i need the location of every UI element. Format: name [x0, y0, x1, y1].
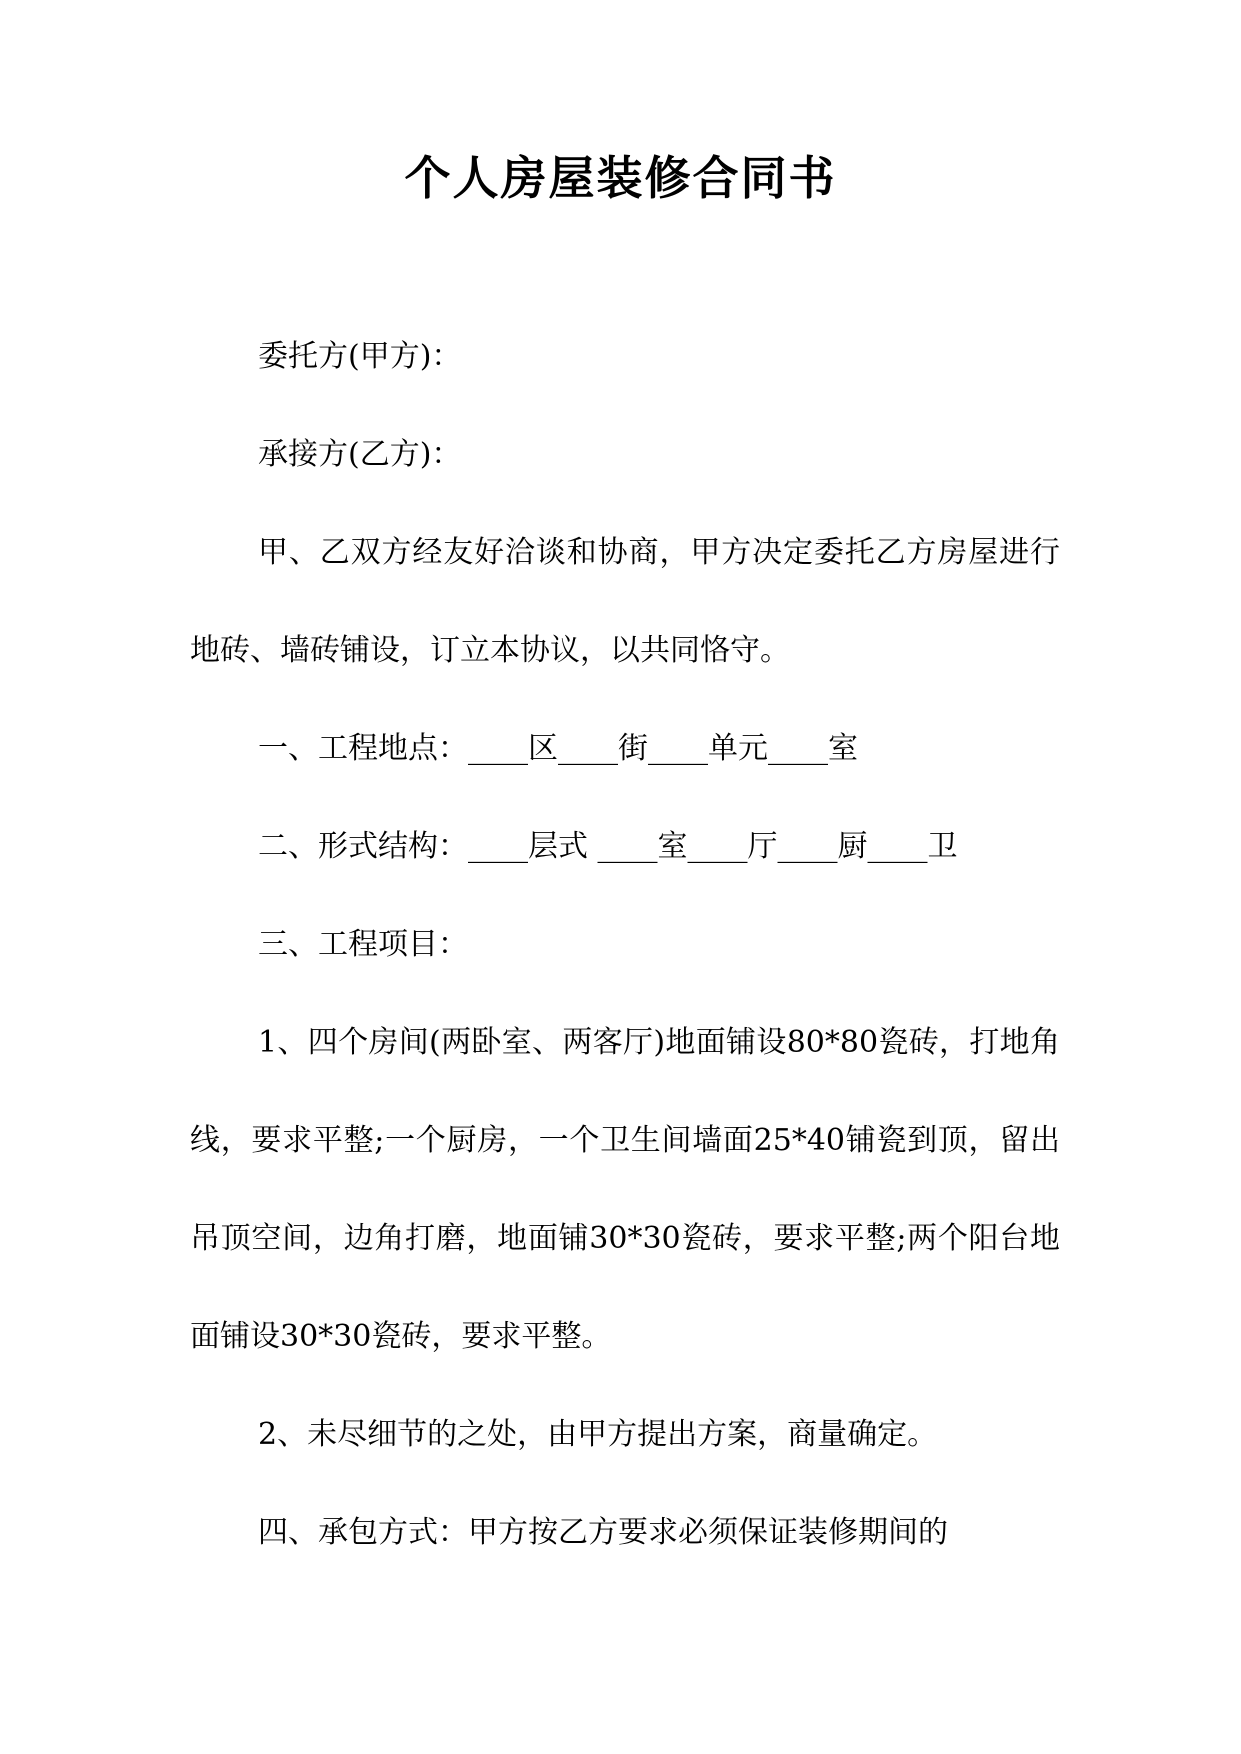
document-title: 个人房屋装修合同书 [404, 151, 837, 205]
clause-3-heading: 三、工程项目： [258, 927, 468, 962]
party-a-line: 委托方(甲方)： [258, 339, 462, 374]
clause-3-item-2: 2、未尽细节的之处，由甲方提出方案，商量确定。 [258, 1417, 938, 1452]
party-b-line: 承接方(乙方)： [258, 437, 462, 472]
clause-1-location: 一、工程地点：____区____街____单元____室 [258, 731, 858, 766]
document-body [190, 308, 1060, 1582]
clause-3-item-1: 1、四个房间(两卧室、两客厅)地面铺设80*80瓷砖，打地角线，要求平整;一个厨房，一个卫生间墙面25*40铺瓷到顶，留出吊顶空间，边角打磨，地面铺30*30瓷砖，要求平整;两个阳台地面铺设30*30瓷砖，要求平整。 [190, 1025, 1060, 1354]
clause-4-contract-method: 四、承包方式：甲方按乙方要求必须保证装修期间的 [258, 1515, 948, 1550]
clause-2-structure: 二、形式结构：____层式 ____室____厅____厨____卫 [258, 829, 958, 864]
intro-paragraph: 甲、乙双方经友好洽谈和协商，甲方决定委托乙方房屋进行地砖、墙砖铺设，订立本协议，以共同恪守。 [190, 535, 1060, 668]
